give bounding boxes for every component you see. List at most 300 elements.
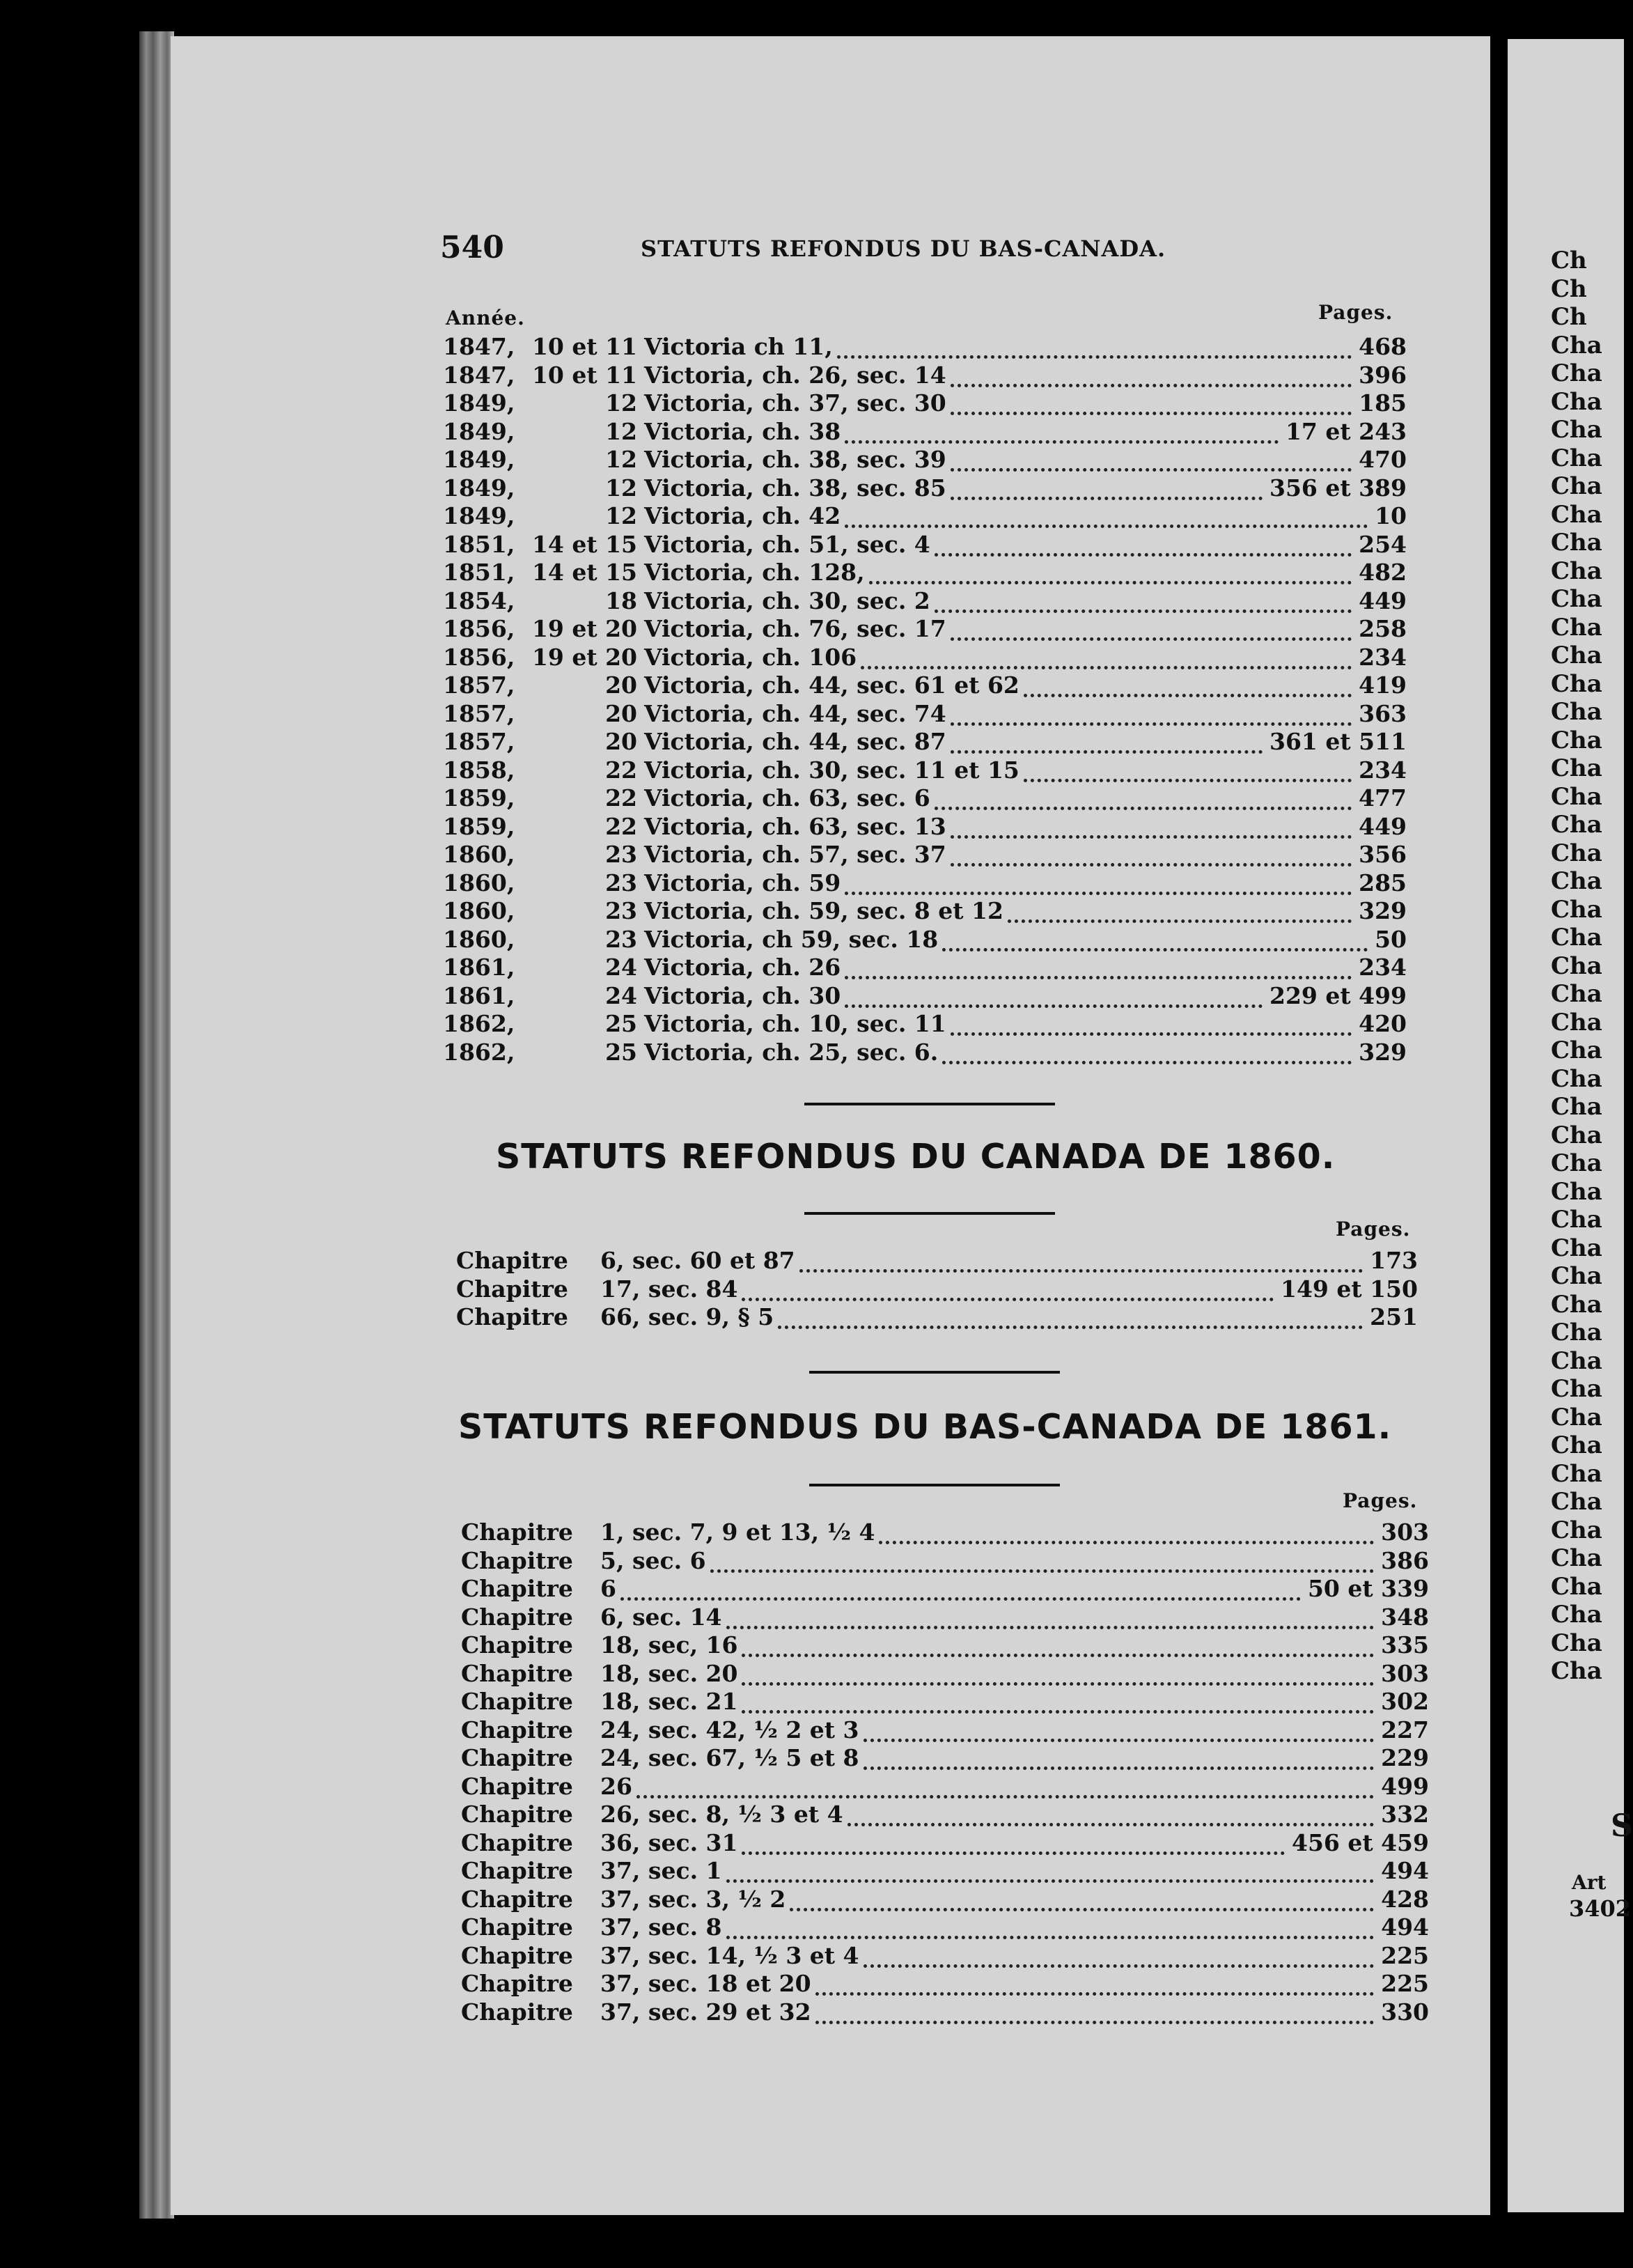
row-year: 1849, bbox=[443, 389, 515, 417]
section-title: STATUTS REFONDUS DU BAS-CANADA DE 1861. bbox=[458, 1407, 1392, 1447]
dot-leader bbox=[864, 1942, 1375, 1968]
row-regnal-year: 12 bbox=[605, 474, 637, 502]
dot-leader bbox=[742, 1829, 1285, 1855]
row-regnal-year: 23 bbox=[605, 841, 637, 868]
table-row bbox=[0, 389, 1462, 417]
divider-rule bbox=[809, 1484, 1060, 1486]
row-pages: 149 et 150 bbox=[1281, 1275, 1418, 1303]
row-label: Chapitre bbox=[461, 1998, 573, 2026]
adjacent-line-fragment: Cha bbox=[1551, 980, 1602, 1008]
row-citation: 24, sec. 67, ½ 5 et 8 bbox=[600, 1744, 859, 1771]
row-citation: 36, sec. 31 bbox=[600, 1828, 738, 1856]
row-regnal-year: 23 bbox=[605, 925, 637, 953]
page-header bbox=[440, 230, 1415, 272]
row-pages: 356 et 389 bbox=[1269, 474, 1407, 502]
table-row bbox=[0, 1275, 1462, 1303]
adjacent-line-fragment: Cha bbox=[1551, 1036, 1602, 1064]
adjacent-line-fragment: Cha bbox=[1551, 331, 1602, 359]
row-pages: 50 et 339 bbox=[1307, 1575, 1429, 1602]
row-citation: 5, sec. 6 bbox=[600, 1546, 706, 1574]
dot-leader bbox=[864, 1744, 1375, 1770]
row-citation: Victoria, ch. 30, sec. 2 bbox=[644, 587, 930, 614]
dot-leader bbox=[742, 1275, 1274, 1301]
dot-leader bbox=[726, 1857, 1375, 1883]
row-citation: Victoria, ch. 42 bbox=[644, 502, 841, 529]
adjacent-line-fragment: Cha bbox=[1551, 1290, 1602, 1319]
dot-leader bbox=[869, 559, 1352, 584]
adjacent-line-fragment: Cha bbox=[1551, 1093, 1602, 1121]
row-regnal-year: 20 bbox=[605, 699, 637, 727]
row-citation: Victoria, ch. 44, sec. 74 bbox=[644, 699, 946, 727]
table-row bbox=[0, 982, 1462, 1010]
row-citation: Victoria, ch. 44, sec. 87 bbox=[644, 728, 946, 755]
row-year: 1860, bbox=[443, 925, 515, 953]
row-label: Chapitre bbox=[461, 1885, 573, 1913]
row-pages: 251 bbox=[1370, 1303, 1418, 1330]
dot-leader bbox=[861, 644, 1352, 669]
table-row bbox=[0, 1773, 1462, 1801]
dot-leader bbox=[951, 841, 1352, 867]
row-year: 1847, bbox=[443, 361, 515, 389]
table-row bbox=[0, 700, 1462, 728]
row-label: Chapitre bbox=[461, 1603, 573, 1631]
row-citation: Victoria, ch 59, sec. 18 bbox=[644, 925, 939, 953]
dot-leader bbox=[620, 1575, 1301, 1601]
dot-leader bbox=[864, 1716, 1375, 1742]
row-regnal-year: 22 bbox=[605, 812, 637, 840]
dot-leader bbox=[1024, 756, 1352, 782]
row-year: 1860, bbox=[443, 869, 515, 896]
row-citation: Victoria, ch. 51, sec. 4 bbox=[644, 530, 930, 558]
row-pages: 329 bbox=[1359, 1038, 1407, 1066]
row-citation: 17, sec. 84 bbox=[600, 1275, 738, 1303]
adjacent-line-fragment: Cha bbox=[1551, 500, 1602, 529]
row-year: 1857, bbox=[443, 728, 515, 755]
row-label: Chapitre bbox=[461, 1801, 573, 1828]
row-pages: 227 bbox=[1381, 1716, 1429, 1743]
row-year: 1856, bbox=[443, 643, 515, 671]
adjacent-line-fragment: Cha bbox=[1551, 754, 1602, 782]
row-citation: Victoria, ch. 38, sec. 85 bbox=[644, 474, 946, 502]
row-pages: 229 bbox=[1381, 1744, 1429, 1771]
row-label: Chapitre bbox=[461, 1744, 573, 1771]
row-label: Chapitre bbox=[461, 1546, 573, 1574]
row-pages: 234 bbox=[1359, 954, 1407, 981]
dot-leader bbox=[951, 700, 1352, 726]
adjacent-line-fragment: Cha bbox=[1551, 1431, 1602, 1459]
adjacent-page bbox=[1508, 39, 1633, 2212]
row-year: 1859, bbox=[443, 812, 515, 840]
adjacent-line-fragment: Cha bbox=[1551, 359, 1602, 387]
row-pages: 330 bbox=[1381, 1998, 1429, 2026]
dot-leader bbox=[942, 926, 1368, 952]
row-pages: 332 bbox=[1381, 1801, 1429, 1828]
row-regnal-year: 24 bbox=[605, 954, 637, 981]
adjacent-line-fragment: Cha bbox=[1551, 952, 1602, 980]
dot-leader bbox=[951, 728, 1263, 754]
table-row bbox=[0, 1913, 1462, 1941]
row-citation: Victoria, ch. 59, sec. 8 et 12 bbox=[644, 897, 1003, 924]
adjacent-line-fragment: Cha bbox=[1551, 472, 1602, 500]
row-pages: 499 bbox=[1381, 1772, 1429, 1800]
row-label: Chapitre bbox=[461, 1857, 573, 1884]
dot-leader bbox=[845, 502, 1368, 528]
table-row bbox=[0, 1716, 1462, 1744]
row-label: Chapitre bbox=[456, 1303, 568, 1330]
table-row bbox=[0, 1303, 1462, 1331]
row-citation: Victoria, ch. 10, sec. 11 bbox=[644, 1010, 946, 1037]
adjacent-line-fragment: Cha bbox=[1551, 1206, 1602, 1234]
adjacent-line-fragment: Cha bbox=[1551, 557, 1602, 585]
row-year: 1849, bbox=[443, 417, 515, 445]
section-title: STATUTS REFONDUS DU CANADA DE 1860. bbox=[496, 1137, 1336, 1176]
row-year: 1857, bbox=[443, 699, 515, 727]
table-row bbox=[0, 1010, 1462, 1038]
adjacent-line-fragment: Cha bbox=[1551, 1064, 1602, 1093]
row-pages: 494 bbox=[1381, 1857, 1429, 1884]
row-label: Chapitre bbox=[461, 1828, 573, 1856]
adjacent-fragment: 3402 bbox=[1569, 1895, 1632, 1922]
table-row bbox=[0, 1039, 1462, 1066]
row-regnal-year: 25 bbox=[605, 1010, 637, 1037]
table-row bbox=[0, 1801, 1462, 1828]
row-regnal-year: 19 et 20 bbox=[531, 615, 637, 642]
adjacent-line-fragment: Cha bbox=[1551, 1008, 1602, 1036]
adjacent-line-fragment: Cha bbox=[1551, 613, 1602, 642]
table-row bbox=[0, 333, 1462, 361]
table-row bbox=[0, 559, 1462, 587]
row-citation: Victoria, ch. 106 bbox=[644, 643, 857, 671]
row-year: 1856, bbox=[443, 615, 515, 642]
row-pages: 303 bbox=[1381, 1659, 1429, 1687]
row-pages: 225 bbox=[1381, 1970, 1429, 1997]
row-regnal-year: 23 bbox=[605, 897, 637, 924]
dot-leader bbox=[845, 982, 1263, 1008]
dot-leader bbox=[951, 813, 1352, 839]
adjacent-line-fragment: Cha bbox=[1551, 1262, 1602, 1290]
row-pages: 185 bbox=[1359, 389, 1407, 417]
row-citation: Victoria, ch. 26, sec. 14 bbox=[644, 361, 946, 389]
column-header-pages: Pages. bbox=[1318, 301, 1393, 324]
row-citation: Victoria, ch. 30, sec. 11 et 15 bbox=[644, 756, 1019, 784]
table-row bbox=[0, 1998, 1462, 2026]
adjacent-line-fragment: Cha bbox=[1551, 698, 1602, 726]
row-citation: 37, sec. 3, ½ 2 bbox=[600, 1885, 786, 1913]
row-citation: 66, sec. 9, § 5 bbox=[600, 1303, 774, 1330]
row-pages: 303 bbox=[1381, 1519, 1429, 1546]
row-year: 1849, bbox=[443, 446, 515, 473]
row-citation: Victoria ch 11, bbox=[644, 333, 833, 360]
row-label: Chapitre bbox=[461, 1519, 573, 1546]
row-pages: 229 et 499 bbox=[1269, 981, 1407, 1009]
column-header-pages: Pages. bbox=[1343, 1489, 1418, 1512]
adjacent-line-fragment: Cha bbox=[1551, 642, 1602, 669]
row-year: 1849, bbox=[443, 474, 515, 502]
row-citation: Victoria, ch. 63, sec. 13 bbox=[644, 812, 946, 840]
table-row bbox=[0, 1603, 1462, 1631]
adjacent-line-fragment: Cha bbox=[1551, 387, 1602, 416]
adjacent-line-fragment: Cha bbox=[1551, 1177, 1602, 1206]
row-citation: Victoria, ch. 128, bbox=[644, 559, 865, 586]
adjacent-line-fragment: Cha bbox=[1551, 1375, 1602, 1403]
row-pages: 335 bbox=[1381, 1631, 1429, 1659]
row-year: 1858, bbox=[443, 756, 515, 784]
adjacent-line-fragment: Cha bbox=[1551, 1346, 1602, 1375]
adjacent-fragment: Art bbox=[1572, 1871, 1607, 1894]
row-year: 1851, bbox=[443, 530, 515, 558]
row-citation: 37, sec. 29 et 32 bbox=[600, 1998, 811, 2026]
dot-leader bbox=[710, 1547, 1375, 1573]
row-pages: 50 bbox=[1375, 925, 1407, 953]
dot-leader bbox=[879, 1519, 1374, 1544]
row-year: 1851, bbox=[443, 559, 515, 586]
row-citation: Victoria, ch. 26 bbox=[644, 954, 841, 981]
row-pages: 468 bbox=[1359, 333, 1407, 360]
row-regnal-year: 23 bbox=[605, 869, 637, 896]
adjacent-line-fragment: Cha bbox=[1551, 1149, 1602, 1177]
row-year: 1861, bbox=[443, 954, 515, 981]
table-row bbox=[0, 644, 1462, 671]
row-pages: 420 bbox=[1359, 1010, 1407, 1037]
row-citation: 1, sec. 7, 9 et 13, ½ 4 bbox=[600, 1519, 875, 1546]
dot-leader bbox=[742, 1688, 1374, 1714]
column-header-year: Année. bbox=[446, 306, 525, 329]
page-number: 540 bbox=[440, 230, 504, 265]
adjacent-line-fragment: Cha bbox=[1551, 811, 1602, 839]
table-row bbox=[0, 813, 1462, 841]
table-row bbox=[0, 474, 1462, 502]
adjacent-line-fragment: Cha bbox=[1551, 669, 1602, 698]
adjacent-line-fragment: Cha bbox=[1551, 1121, 1602, 1149]
adjacent-line-fragment: Cha bbox=[1551, 839, 1602, 867]
adjacent-line-fragment: Cha bbox=[1551, 1629, 1602, 1657]
row-citation: Victoria, ch. 38 bbox=[644, 417, 841, 445]
row-pages: 234 bbox=[1359, 756, 1407, 784]
dot-leader bbox=[1008, 897, 1352, 923]
dot-leader bbox=[951, 389, 1352, 415]
row-regnal-year: 20 bbox=[605, 671, 637, 699]
table-row bbox=[0, 1857, 1462, 1885]
row-pages: 363 bbox=[1359, 699, 1407, 727]
row-label: Chapitre bbox=[461, 1716, 573, 1743]
dot-leader bbox=[951, 446, 1352, 472]
table-row bbox=[0, 1744, 1462, 1772]
row-regnal-year: 24 bbox=[605, 981, 637, 1009]
table-row bbox=[0, 1519, 1462, 1546]
row-year: 1849, bbox=[443, 502, 515, 529]
table-row bbox=[0, 1575, 1462, 1603]
row-citation: 26, sec. 8, ½ 3 et 4 bbox=[600, 1801, 843, 1828]
running-title: STATUTS REFONDUS DU BAS-CANADA. bbox=[641, 235, 1166, 262]
table-row bbox=[0, 1547, 1462, 1575]
row-regnal-year: 12 bbox=[605, 502, 637, 529]
row-citation: 18, sec. 20 bbox=[600, 1659, 738, 1687]
table-row bbox=[0, 1660, 1462, 1688]
row-citation: 18, sec. 21 bbox=[600, 1688, 738, 1715]
dot-leader bbox=[815, 1970, 1375, 1996]
dot-leader bbox=[951, 615, 1352, 641]
row-citation: 37, sec. 18 et 20 bbox=[600, 1970, 811, 1997]
table-row bbox=[0, 954, 1462, 981]
row-year: 1859, bbox=[443, 784, 515, 811]
row-pages: 348 bbox=[1381, 1603, 1429, 1631]
row-citation: Victoria, ch. 38, sec. 39 bbox=[644, 446, 946, 473]
adjacent-line-fragment: Cha bbox=[1551, 444, 1602, 472]
row-pages: 494 bbox=[1381, 1913, 1429, 1941]
dot-leader bbox=[935, 784, 1352, 810]
row-label: Chapitre bbox=[456, 1275, 568, 1303]
adjacent-line-fragment: Cha bbox=[1551, 1403, 1602, 1431]
row-year: 1854, bbox=[443, 587, 515, 614]
divider-rule bbox=[809, 1371, 1060, 1374]
table-row bbox=[0, 1829, 1462, 1857]
dot-leader bbox=[847, 1801, 1375, 1826]
adjacent-line-fragment: Cha bbox=[1551, 867, 1602, 895]
row-year: 1847, bbox=[443, 333, 515, 360]
row-label: Chapitre bbox=[461, 1772, 573, 1800]
row-pages: 482 bbox=[1359, 559, 1407, 586]
dot-leader bbox=[845, 869, 1352, 895]
row-label: Chapitre bbox=[461, 1659, 573, 1687]
table-row bbox=[0, 756, 1462, 784]
row-pages: 254 bbox=[1359, 530, 1407, 558]
row-citation: 24, sec. 42, ½ 2 et 3 bbox=[600, 1716, 859, 1743]
row-pages: 225 bbox=[1381, 1941, 1429, 1969]
row-pages: 17 et 243 bbox=[1285, 417, 1407, 445]
adjacent-line-fragment: Cha bbox=[1551, 1488, 1602, 1516]
column-header-pages: Pages. bbox=[1336, 1218, 1411, 1241]
row-pages: 419 bbox=[1359, 671, 1407, 699]
row-label: Chapitre bbox=[461, 1941, 573, 1969]
row-pages: 449 bbox=[1359, 587, 1407, 614]
table-row bbox=[0, 1688, 1462, 1716]
dot-leader bbox=[742, 1660, 1374, 1686]
row-label: Chapitre bbox=[461, 1688, 573, 1715]
row-pages: 302 bbox=[1381, 1688, 1429, 1715]
table-row bbox=[0, 1631, 1462, 1659]
dot-leader bbox=[951, 474, 1263, 500]
row-regnal-year: 12 bbox=[605, 417, 637, 445]
row-regnal-year: 14 et 15 bbox=[531, 530, 637, 558]
adjacent-line-fragment: Cha bbox=[1551, 1319, 1602, 1346]
row-pages: 285 bbox=[1359, 869, 1407, 896]
dot-leader bbox=[951, 362, 1352, 387]
adjacent-line-fragment: Cha bbox=[1551, 1601, 1602, 1629]
dot-leader bbox=[636, 1773, 1374, 1799]
dot-leader bbox=[837, 333, 1352, 359]
row-citation: 6 bbox=[600, 1575, 616, 1602]
dot-leader bbox=[815, 1998, 1375, 2024]
row-regnal-year: 19 et 20 bbox=[531, 643, 637, 671]
table-row bbox=[0, 502, 1462, 530]
row-pages: 356 bbox=[1359, 841, 1407, 868]
row-label: Chapitre bbox=[461, 1913, 573, 1941]
row-regnal-year: 25 bbox=[605, 1038, 637, 1066]
row-citation: 26 bbox=[600, 1772, 632, 1800]
table-row bbox=[0, 1942, 1462, 1970]
dot-leader bbox=[935, 531, 1352, 557]
table-row bbox=[0, 418, 1462, 446]
row-regnal-year: 10 et 11 bbox=[531, 333, 637, 360]
row-citation: 37, sec. 8 bbox=[600, 1913, 722, 1941]
dot-leader bbox=[799, 1247, 1363, 1273]
row-year: 1857, bbox=[443, 671, 515, 699]
row-label: Chapitre bbox=[461, 1970, 573, 1997]
table-row bbox=[0, 1247, 1462, 1275]
table-row bbox=[0, 671, 1462, 699]
dot-leader bbox=[1024, 671, 1352, 697]
adjacent-line-fragment: Cha bbox=[1551, 924, 1602, 952]
dot-leader bbox=[845, 954, 1352, 979]
row-citation: 37, sec. 1 bbox=[600, 1857, 722, 1884]
row-label: Chapitre bbox=[461, 1575, 573, 1602]
row-regnal-year: 12 bbox=[605, 446, 637, 473]
row-citation: Victoria, ch. 30 bbox=[644, 981, 841, 1009]
table-row bbox=[0, 926, 1462, 954]
table-row bbox=[0, 587, 1462, 615]
table-row bbox=[0, 446, 1462, 474]
adjacent-line-fragment: Ch bbox=[1551, 274, 1587, 303]
table-row bbox=[0, 531, 1462, 559]
divider-rule bbox=[804, 1103, 1055, 1105]
row-citation: Victoria, ch. 44, sec. 61 et 62 bbox=[644, 671, 1019, 699]
row-citation: 18, sec, 16 bbox=[600, 1631, 738, 1659]
row-year: 1860, bbox=[443, 897, 515, 924]
row-pages: 477 bbox=[1359, 784, 1407, 811]
row-year: 1862, bbox=[443, 1038, 515, 1066]
adjacent-line-fragment: Cha bbox=[1551, 1459, 1602, 1488]
dot-leader bbox=[951, 1010, 1352, 1036]
table-row bbox=[0, 841, 1462, 869]
row-regnal-year: 22 bbox=[605, 756, 637, 784]
adjacent-line-fragment: Cha bbox=[1551, 1234, 1602, 1262]
table-row bbox=[0, 1886, 1462, 1913]
row-label: Chapitre bbox=[456, 1247, 568, 1274]
row-regnal-year: 14 et 15 bbox=[531, 559, 637, 586]
row-pages: 428 bbox=[1381, 1885, 1429, 1913]
row-year: 1861, bbox=[443, 981, 515, 1009]
adjacent-line-fragment: Cha bbox=[1551, 1572, 1602, 1601]
row-pages: 258 bbox=[1359, 615, 1407, 642]
dot-leader bbox=[942, 1039, 1352, 1064]
adjacent-line-fragment: Ch bbox=[1551, 303, 1587, 331]
row-citation: Victoria, ch. 59 bbox=[644, 869, 841, 896]
table-row bbox=[0, 362, 1462, 389]
dot-leader bbox=[935, 587, 1352, 613]
row-pages: 329 bbox=[1359, 897, 1407, 924]
table-row bbox=[0, 1970, 1462, 1998]
row-year: 1862, bbox=[443, 1010, 515, 1037]
adjacent-line-fragment: Cha bbox=[1551, 585, 1602, 613]
adjacent-line-fragment: Cha bbox=[1551, 529, 1602, 557]
row-citation: Victoria, ch. 37, sec. 30 bbox=[644, 389, 946, 417]
dot-leader bbox=[778, 1303, 1363, 1329]
adjacent-line-fragment: Ch bbox=[1551, 247, 1587, 274]
row-regnal-year: 20 bbox=[605, 728, 637, 755]
row-citation: 37, sec. 14, ½ 3 et 4 bbox=[600, 1941, 859, 1969]
adjacent-line-fragment: Cha bbox=[1551, 1544, 1602, 1572]
row-regnal-year: 18 bbox=[605, 587, 637, 614]
adjacent-line-fragment: Cha bbox=[1551, 895, 1602, 924]
row-citation: 6, sec. 14 bbox=[600, 1603, 722, 1631]
row-pages: 396 bbox=[1359, 361, 1407, 389]
dot-leader bbox=[726, 1913, 1375, 1939]
adjacent-line-fragment: Cha bbox=[1551, 1516, 1602, 1544]
table-row bbox=[0, 615, 1462, 643]
row-citation: 6, sec. 60 et 87 bbox=[600, 1247, 795, 1274]
row-regnal-year: 12 bbox=[605, 389, 637, 417]
table-row bbox=[0, 897, 1462, 925]
